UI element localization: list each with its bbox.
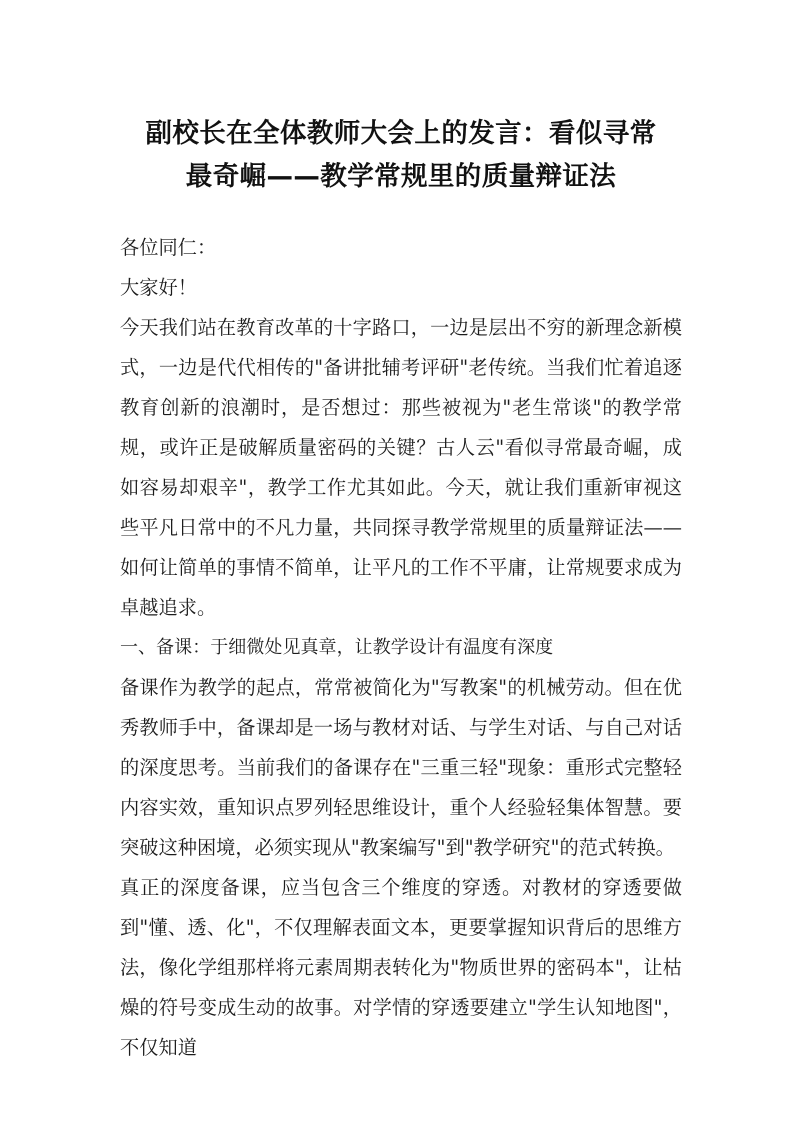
section-heading-one: 一、备课：于细微处见真章，让教学设计有温度有深度 — [120, 637, 554, 658]
section-one-paragraph-2: 真正的深度备课，应当包含三个维度的穿透。对教材的穿透要做到"懂、透、化"，不仅理解表面文本，更要掌握知识背后的思维方法，像化学组那样将元素周期表转化为"物质世界的密码本"，让枯燥的符号变成生动的故事。对学情的穿透要建立"学生认知地图"，不仅知道 — [120, 876, 682, 1059]
intro-paragraph: 今天我们站在教育改革的十字路口，一边是层出不穷的新理念新模式，一边是代代相传的"备讲批辅考评研"老传统。当我们忙着追逐教育创新的浪潮时，是否想过：那些被视为"老生常谈"的教学常规，或许正是破解质量密码的关键？古人云"看似寻常最奇崛，成如容易却艰辛"，教学工作尤其如此。今天，就让我们重新审视这些平凡日常中的不凡力量，共同探寻教学常规里的质量辩证法——如何让简单的事情不简单，让平凡的工作不平庸，让常规要求成为卓越追求。 — [120, 316, 682, 619]
section-one-paragraph-1: 备课作为教学的起点，常常被简化为"写教案"的机械劳动。但在优秀教师手中，备课却是一场与教材对话、与学生对话、与自己对话的深度思考。当前我们的备课存在"三重三轻"现象：重形式完整轻内容实效，重知识点罗列轻思维设计，重个人经验轻集体智慧。要突破这种困境，必须实现从"教案编写"到"教学研究"的范式转换。 — [120, 676, 682, 859]
page-title-line-1: 副校长在全体教师大会上的发言：看似寻常 — [145, 118, 657, 149]
greeting: 大家好！ — [120, 276, 197, 299]
document-content — [120, 112, 682, 1068]
page-title — [120, 112, 682, 198]
page-title-line-2: 最奇崛——教学常规里的质量辩证法 — [185, 161, 617, 192]
salutation: 各位同仁： — [120, 236, 217, 259]
